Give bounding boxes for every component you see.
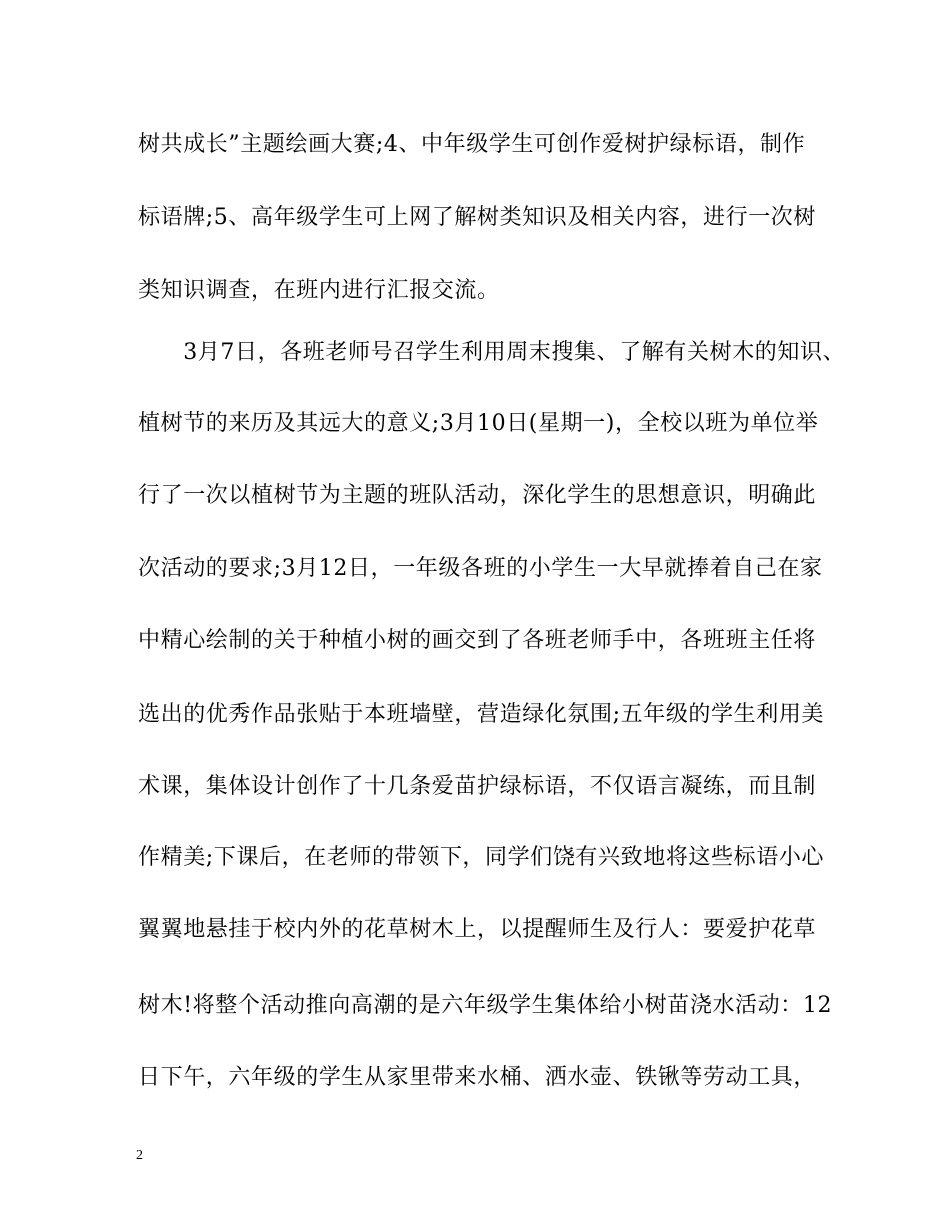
- text-line: 行了一次以植树节为主题的班队活动，深化学生的思想意识，明确此: [138, 483, 817, 508]
- text-line: 中精心绘制的关于种植小树的画交到了各班老师手中，各班班主任将: [138, 628, 817, 653]
- text-line: 标语牌;5、高年级学生可上网了解树类知识及相关内容，进行一次树: [138, 205, 817, 230]
- text-line: 植树节的来历及其远大的意义;3月10日(星期一)，全校以班为单位举: [138, 411, 819, 436]
- text-line: 树共成长”主题绘画大赛;4、中年级学生可创作爱树护绿标语，制作: [138, 132, 806, 157]
- text-line: 术课，集体设计创作了十几条爱苗护绿标语，不仅语言凝练，而且制: [138, 774, 817, 799]
- text-line: 日下午，六年级的学生从家里带来水桶、洒水壶、铁锹等劳动工具，: [138, 1065, 817, 1090]
- text-line: 次活动的要求;3月12日，一年级各班的小学生一大早就捧着自己在家: [138, 556, 823, 581]
- text-line: 类知识调查，在班内进行汇报交流。: [138, 278, 500, 303]
- text-line: 翼翼地悬挂于校内外的花草树木上，以提醒师生及行人：要爱护花草: [138, 917, 817, 942]
- text-line: 树木!将整个活动推向高潮的是六年级学生集体给小树苗浇水活动：12: [138, 993, 833, 1018]
- text-line: 选出的优秀作品张贴于本班墙壁，营造绿化氛围;五年级的学生利用美: [138, 702, 825, 727]
- page-number: 2: [136, 1148, 143, 1163]
- text-line: 作精美;下课后，在老师的带领下，同学们饶有兴致地将这些标语小心: [138, 845, 825, 870]
- text-line: 3月7日，各班老师号召学生利用周末搜集、了解有关树木的知识、: [138, 340, 846, 365]
